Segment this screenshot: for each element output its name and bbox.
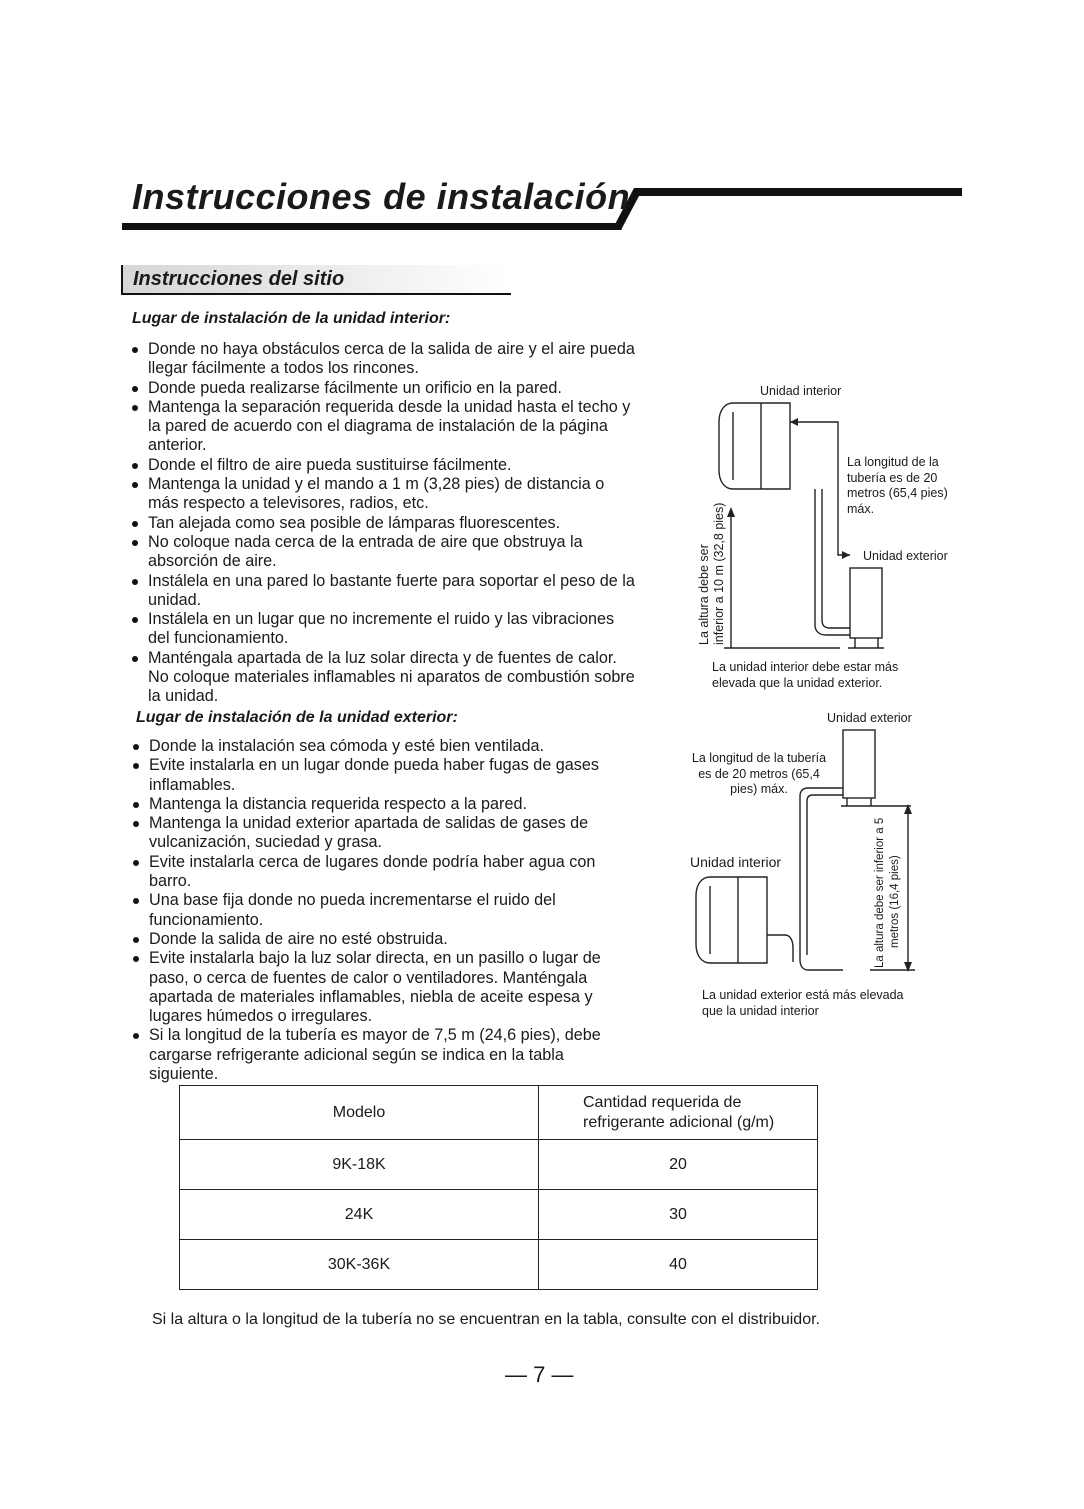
diagram-2-caption: La unidad exterior está más elevada que la unidad interior	[702, 988, 904, 1018]
list-item-line: paso, o cerca de fuentes de calor o ventiladores. Manténgala	[149, 968, 588, 987]
diagram-1-outdoor-label: Unidad exterior	[863, 549, 948, 563]
refrigerant-table	[179, 1085, 818, 1290]
list-item-line: No coloque materiales inflamables ni aparatos de combustión sobre	[148, 668, 635, 687]
list-item-line: Evite instalarla en un lugar donde pueda haber fugas de gases	[149, 756, 599, 775]
table-row	[180, 1190, 818, 1240]
list-item-line: Mantenga la distancia requerida respecto a la pared.	[149, 794, 527, 813]
diagram-1-pipe-label: La longitud de la tubería es de 20 metros (65,4 pies) máx.	[847, 455, 948, 516]
diagram-2-height-label: La altura debe ser inferior a 5 metros (16,4 pies)	[874, 817, 901, 968]
table-cell-model: 24K	[180, 1190, 539, 1240]
footer-note: Si la altura o la longitud de la tubería no se encuentran en la tabla, consulte con el distribuidor.	[152, 1311, 820, 1328]
list-item-line: absorción de aire.	[148, 552, 277, 571]
list-item-line: Instálela en un lugar que no incremente el ruido y las vibraciones	[148, 610, 615, 629]
list-item-line: anterior.	[148, 436, 207, 455]
list-item-line: la pared de acuerdo con el diagrama de instalación de la página	[148, 417, 608, 436]
list-item-line: inflamables.	[149, 775, 236, 794]
list-item-line: Donde la instalación sea cómoda y esté bien ventilada.	[149, 737, 545, 755]
list-item-line: llegar fácilmente a todos los rincones.	[148, 359, 419, 378]
list-item-line: siguiente.	[149, 1065, 219, 1084]
list-item-line: Una base fija donde no pueda incrementarse el ruido del	[149, 891, 556, 910]
list-item-line: Mantenga la unidad y el mando a 1 m (3,28 pies) de distancia o	[148, 475, 605, 494]
list-item-line: apartada de materiales inflamables, niebla de aceite espesa y	[149, 987, 593, 1006]
list-item-line: funcionamiento.	[149, 910, 264, 929]
table-cell-model: 9K-18K	[180, 1140, 539, 1190]
table-row	[180, 1240, 818, 1290]
indoor-heading: Lugar de instalación de la unidad interior:	[132, 310, 451, 327]
header-model: Modelo	[180, 1086, 539, 1140]
table-cell-amount: 30	[539, 1190, 818, 1240]
diagram-2-outdoor-label: Unidad exterior	[827, 711, 912, 725]
list-item-line: unidad.	[148, 590, 202, 609]
list-item-line: Manténgala apartada de la luz solar directa y de fuentes de calor.	[148, 648, 617, 667]
list-item-line: Instálela en una pared lo bastante fuerte para soportar el peso de la	[148, 571, 635, 590]
list-item-line: lugares húmedos o irregulares.	[149, 1007, 373, 1026]
page-title: Instrucciones de instalación	[132, 176, 631, 217]
list-item-line: Donde la salida de aire no esté obstruida.	[149, 929, 448, 948]
table-row	[180, 1140, 818, 1190]
list-item-line: Evite instalarla cerca de lugares donde podría haber agua con	[149, 852, 596, 871]
diagram-2-pipe-label: La longitud de la tubería es de 20 metros (65,4 pies) máx.	[691, 751, 827, 796]
header-refrigerant: Cantidad requerida de refrigerante adicional (g/m)	[539, 1086, 818, 1140]
diagram-1-height-label: La altura debe ser inferior a 10 m (32,8 pies)	[697, 502, 726, 645]
list-item-line: No coloque nada cerca de la entrada de aire que obstruya la	[148, 532, 583, 551]
list-item-line: Mantenga la separación requerida desde la unidad hasta el techo y	[148, 397, 631, 416]
list-item-line: Donde no haya obstáculos cerca de la salida de aire y el aire pueda	[148, 340, 635, 358]
list-item-line: Donde el filtro de aire pueda sustituirse fácilmente.	[148, 455, 512, 474]
list-item-line: Donde pueda realizarse fácilmente un orificio en la pared.	[148, 378, 562, 397]
diagram-2-indoor-label: Unidad interior	[690, 854, 782, 870]
list-item-line: Tan alejada como sea posible de lámparas fluorescentes.	[148, 513, 561, 532]
diagram-1-caption: La unidad interior debe estar más elevada que la unidad exterior.	[712, 660, 899, 690]
section-title: Instrucciones del sitio	[133, 268, 345, 290]
list-item-line: Mantenga la unidad exterior apartada de salidas de gases de	[149, 814, 589, 833]
list-item-line: más respecto a televisores, radios, etc.	[148, 494, 429, 513]
list-item-line: barro.	[149, 872, 192, 891]
outdoor-heading: Lugar de instalación de la unidad exterior:	[136, 709, 458, 726]
page-number: — 7 —	[505, 1362, 574, 1387]
list-item-line: Si la longitud de la tubería es mayor de 7,5 m (24,6 pies), debe	[149, 1026, 601, 1045]
list-item-line: vulcanización, suciedad y grasa.	[149, 833, 383, 852]
list-item-line: Evite instalarla bajo la luz solar directa, en un pasillo o lugar de	[149, 949, 601, 968]
list-item-line: del funcionamiento.	[148, 629, 289, 648]
table-header-row	[180, 1086, 818, 1140]
diagram-1-indoor-label: Unidad interior	[760, 384, 842, 398]
list-item-line: la unidad.	[148, 687, 219, 706]
table-cell-amount: 40	[539, 1240, 818, 1290]
table-cell-model: 30K-36K	[180, 1240, 539, 1290]
table-cell-amount: 20	[539, 1140, 818, 1190]
list-item-line: cargarse refrigerante adicional según se indica en la tabla	[149, 1045, 564, 1064]
